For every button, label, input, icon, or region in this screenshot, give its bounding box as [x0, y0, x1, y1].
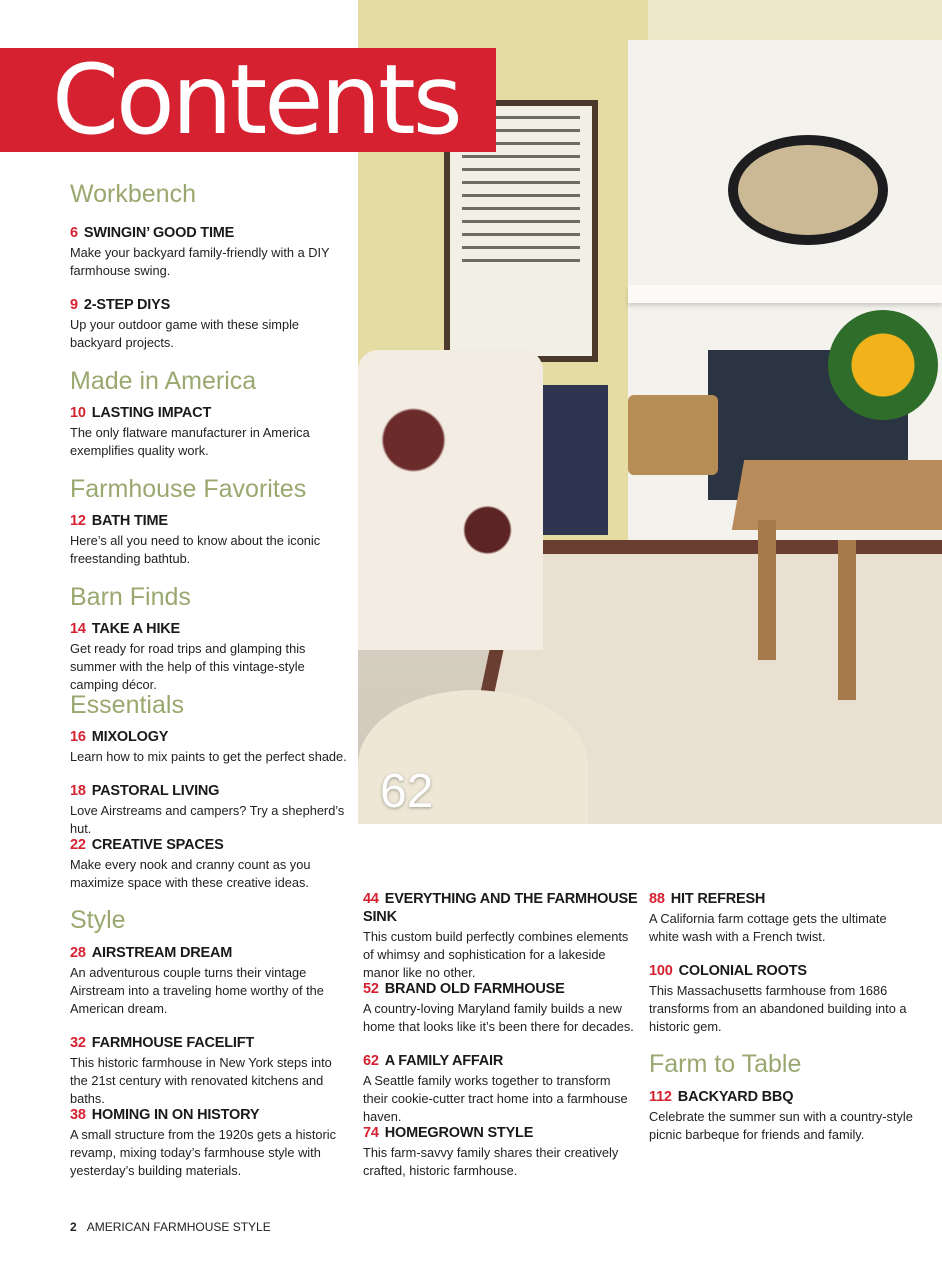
- toc-entry[interactable]: [70, 728, 355, 766]
- entry-description: This Massachusetts farmhouse from 1686 transforms from an abandoned building into a historic gem.: [649, 983, 907, 1034]
- section-heading: Farm to Table: [649, 1050, 802, 1078]
- footer-publication: AMERICAN FARMHOUSE STYLE: [86, 1220, 271, 1234]
- entry-title: EVERYTHING AND THE FARMHOUSE SINK: [363, 891, 638, 925]
- entry-page: 18: [70, 783, 86, 799]
- entry-title: FARMHOUSE FACELIFT: [91, 1035, 255, 1051]
- toc-entry[interactable]: [70, 836, 352, 892]
- toc-entry[interactable]: [70, 224, 352, 280]
- section-heading: Made in America: [70, 367, 257, 395]
- toc-entry[interactable]: [70, 1034, 348, 1108]
- entry-title: SWINGIN’ GOOD TIME: [83, 225, 235, 241]
- entry-title: PASTORAL LIVING: [91, 783, 220, 799]
- entry-heading: [70, 944, 352, 962]
- toc-entry[interactable]: [70, 404, 352, 460]
- toc-entry[interactable]: [70, 1106, 340, 1180]
- photo-basket: [628, 395, 718, 475]
- entry-description: An adventurous couple turns their vintage Airstream into a traveling home worthy of the American dream.: [70, 965, 324, 1016]
- entry-page: 9: [70, 297, 78, 313]
- entry-heading: [70, 782, 355, 800]
- entry-heading: [363, 1124, 623, 1142]
- entry-title: HOMING IN ON HISTORY: [91, 1107, 260, 1123]
- entry-title: AIRSTREAM DREAM: [91, 945, 233, 961]
- entry-title: BRAND OLD FARMHOUSE: [384, 981, 565, 997]
- entry-description: Make every nook and cranny count as you maximize space with these creative ideas.: [70, 857, 311, 890]
- entry-description: Celebrate the summer sun with a country-style picnic barbeque for friends and family.: [649, 1109, 913, 1142]
- entry-title: BATH TIME: [91, 513, 168, 529]
- entry-page: 44: [363, 891, 379, 907]
- entry-description: Get ready for road trips and glamping this summer with the help of this vintage-style camping décor.: [70, 641, 306, 692]
- entry-heading: [649, 962, 909, 980]
- entry-heading: [363, 1052, 638, 1070]
- entry-page: 28: [70, 945, 86, 961]
- entry-page: 74: [363, 1125, 379, 1141]
- entry-description: A country-loving Maryland family builds a new home that looks like it’s been there for decades.: [363, 1001, 634, 1034]
- entry-page: 22: [70, 837, 86, 853]
- entry-page: 14: [70, 621, 86, 637]
- photo-table-leg: [838, 540, 856, 700]
- toc-entry[interactable]: [363, 1052, 638, 1126]
- entry-page: 100: [649, 963, 673, 979]
- section-heading: Essentials: [70, 691, 184, 719]
- toc-entry[interactable]: [363, 980, 638, 1036]
- footer-page-number: 2: [70, 1220, 77, 1234]
- entry-page: 52: [363, 981, 379, 997]
- entry-heading: [649, 890, 909, 908]
- entry-heading: [363, 890, 638, 926]
- entry-description: Learn how to mix paints to get the perfect shade.: [70, 749, 347, 764]
- entry-page: 12: [70, 513, 86, 529]
- entry-heading: [70, 296, 352, 314]
- entry-title: MIXOLOGY: [91, 729, 169, 745]
- entry-title: BACKYARD BBQ: [677, 1089, 794, 1105]
- entry-heading: [70, 620, 355, 638]
- entry-page: 88: [649, 891, 665, 907]
- photo-armchair: [358, 350, 543, 650]
- entry-description: Here’s all you need to know about the iconic freestanding bathtub.: [70, 533, 321, 566]
- entry-description: The only flatware manufacturer in America exemplifies quality work.: [70, 425, 310, 458]
- entry-title: HOMEGROWN STYLE: [384, 1125, 534, 1141]
- entry-description: A Seattle family works together to transform their cookie-cutter tract home into a farmhouse haven.: [363, 1073, 628, 1124]
- entry-page: 112: [649, 1089, 672, 1105]
- entry-description: Up your outdoor game with these simple backyard projects.: [70, 317, 300, 350]
- entry-title: LASTING IMPACT: [91, 405, 212, 421]
- entry-description: Make your backyard family-friendly with a DIY farmhouse swing.: [70, 245, 330, 278]
- entry-page: 32: [70, 1035, 86, 1051]
- toc-entry[interactable]: [363, 890, 638, 982]
- entry-heading: [70, 1034, 348, 1052]
- entry-page: 62: [363, 1053, 379, 1069]
- photo-sunflowers: [828, 310, 938, 420]
- page-footer: [70, 1220, 271, 1234]
- entry-heading: [70, 224, 352, 242]
- entry-title: TAKE A HIKE: [91, 621, 181, 637]
- entry-title: HIT REFRESH: [670, 891, 766, 907]
- toc-entry[interactable]: [363, 1124, 623, 1180]
- entry-heading: [363, 980, 638, 998]
- entry-description: This custom build perfectly combines elements of whimsy and sophistication for a lakeside manor like no other.: [363, 929, 629, 980]
- toc-entry[interactable]: [649, 890, 909, 946]
- entry-description: This farm-savvy family shares their creatively crafted, historic farmhouse.: [363, 1145, 619, 1178]
- toc-entry[interactable]: [649, 962, 909, 1036]
- entry-heading: [70, 836, 352, 854]
- entry-title: 2-STEP DIYS: [83, 297, 171, 313]
- entry-heading: [70, 1106, 340, 1124]
- toc-entry[interactable]: [70, 620, 355, 694]
- entry-description: A small structure from the 1920s gets a historic revamp, mixing today’s farmhouse style with yesterday’s building materials.: [70, 1127, 337, 1178]
- entry-page: 38: [70, 1107, 86, 1123]
- photo-mantel: [628, 285, 942, 303]
- entry-description: Love Airstreams and campers? Try a shepherd’s hut.: [70, 803, 345, 836]
- page-title: Contents: [52, 44, 460, 156]
- title-banner: [0, 44, 496, 156]
- toc-entry[interactable]: [649, 1088, 914, 1144]
- entry-page: 10: [70, 405, 86, 421]
- section-heading: Style: [70, 906, 126, 934]
- entry-heading: [70, 404, 352, 422]
- toc-entry[interactable]: [70, 512, 352, 568]
- entry-description: This historic farmhouse in New York steps into the 21st century with renovated kitchens and baths.: [70, 1055, 332, 1106]
- photo-page-callout: 62: [380, 765, 434, 818]
- photo-table-leg: [758, 520, 776, 660]
- section-heading: Workbench: [70, 180, 196, 208]
- entry-page: 16: [70, 729, 86, 745]
- entry-page: 6: [70, 225, 78, 241]
- entry-heading: [70, 728, 355, 746]
- toc-entry[interactable]: [70, 944, 352, 1018]
- section-heading: Farmhouse Favorites: [70, 475, 307, 503]
- entry-title: A FAMILY AFFAIR: [384, 1053, 504, 1069]
- section-heading: Barn Finds: [70, 583, 191, 611]
- entry-heading: [70, 512, 352, 530]
- toc-entry[interactable]: [70, 296, 352, 352]
- toc-entry[interactable]: [70, 782, 355, 838]
- entry-title: COLONIAL ROOTS: [678, 963, 807, 979]
- photo-mirror: [728, 135, 888, 245]
- entry-heading: [649, 1088, 914, 1106]
- entry-description: A California farm cottage gets the ultimate white wash with a French twist.: [649, 911, 887, 944]
- entry-title: CREATIVE SPACES: [91, 837, 224, 853]
